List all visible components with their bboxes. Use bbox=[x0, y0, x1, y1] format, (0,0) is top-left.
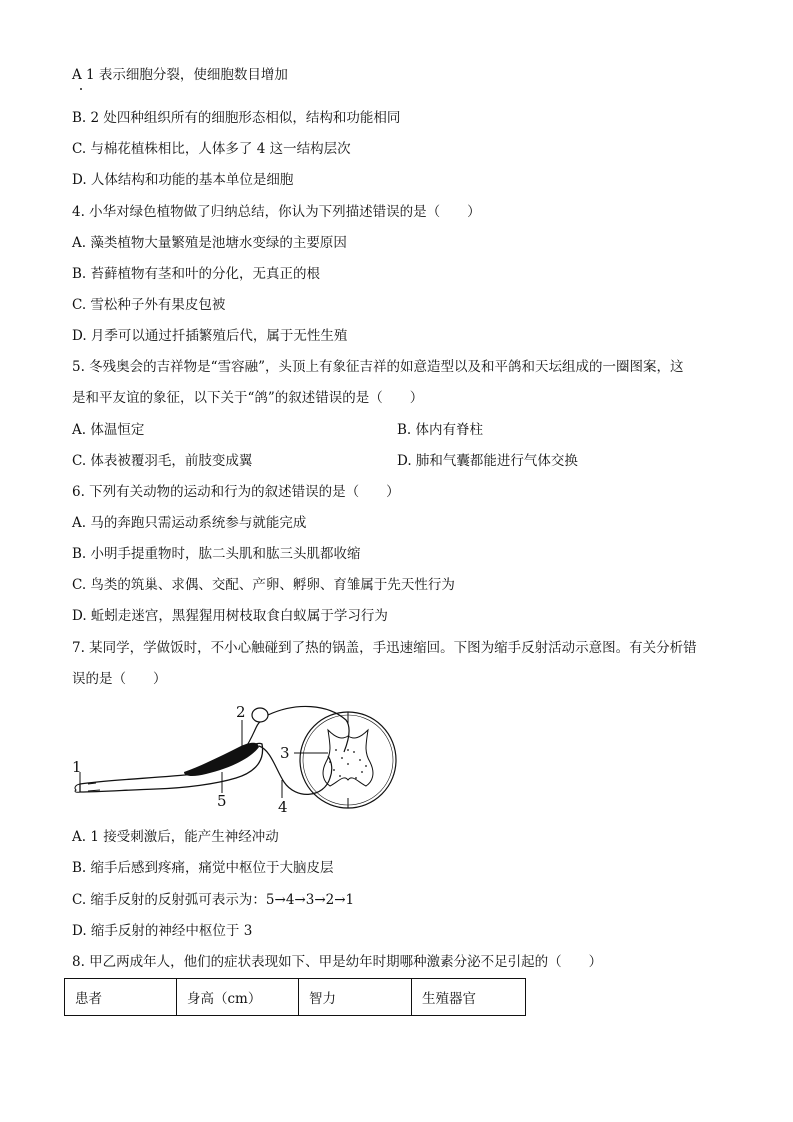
label-5: 5 bbox=[217, 792, 227, 810]
q3-option-d: D. 人体结构和功能的基本单位是细胞 bbox=[72, 172, 294, 188]
q7-stem-line1: 7. 某同学，学做饭时，不小心触碰到了热的锅盖，手迅速缩回。下图为缩手反射活动示意图。有关分析错 bbox=[72, 640, 697, 656]
stray-dot bbox=[80, 88, 82, 90]
ganglion bbox=[252, 708, 268, 722]
q3-option-c: C. 与棉花植株相比，人体多了 4 这一结构层次 bbox=[72, 141, 351, 157]
q4-stem: 4. 小华对绿色植物做了归纳总结，你认为下列描述错误的是（ ） bbox=[72, 204, 481, 220]
q6-option-a: A. 马的奔跑只需运动系统参与就能完成 bbox=[72, 515, 307, 531]
q7-stem-line2: 误的是（ ） bbox=[72, 671, 167, 687]
q3-option-a: A 1 表示细胞分裂，使细胞数目增加 bbox=[72, 67, 288, 83]
q6-option-c: C. 鸟类的筑巢、求偶、交配、产卵、孵卵、育雏属于先天性行为 bbox=[72, 577, 455, 593]
q3-option-b: B. 2 处四种组织所有的细胞形态相似，结构和功能相同 bbox=[72, 110, 401, 126]
q6-option-d: D. 蚯蚓走迷宫，黑猩猩用树枝取食白蚁属于学习行为 bbox=[72, 608, 388, 624]
sensory-nerve bbox=[244, 706, 349, 752]
q7-option-b: B. 缩手后感到疼痛，痛觉中枢位于大脑皮层 bbox=[72, 860, 334, 876]
hand-fingers bbox=[75, 783, 100, 792]
header-height: 身高（cm） bbox=[177, 979, 299, 1016]
q5-stem-line2: 是和平友谊的象征，以下关于“鸽”的叙述错误的是（ ） bbox=[72, 390, 424, 406]
q4-option-d: D. 月季可以通过扦插繁殖后代，属于无性生殖 bbox=[72, 328, 348, 344]
q7-option-d: D. 缩手反射的神经中枢位于 3 bbox=[72, 923, 253, 939]
header-intelligence: 智力 bbox=[299, 979, 412, 1016]
q5-stem-line1: 5. 冬残奥会的吉祥物是“雪容融”，头顶上有象征吉祥的如意造型以及和平鸽和天坛组成的一圈图案，这 bbox=[72, 359, 684, 375]
label-4: 4 bbox=[278, 798, 288, 815]
q4-option-c: C. 雪松种子外有果皮包被 bbox=[72, 297, 226, 313]
q5-option-c: C. 体表被覆羽毛，前肢变成翼 bbox=[72, 453, 253, 469]
symptom-table bbox=[64, 978, 526, 1016]
q7-option-a: A. 1 接受刺激后，能产生神经冲动 bbox=[72, 829, 279, 845]
q6-option-b: B. 小明手提重物时，肱二头肌和肱三头肌都收缩 bbox=[72, 546, 361, 562]
spinal-cord bbox=[300, 712, 396, 808]
header-reproductive-organs: 生殖器官 bbox=[412, 979, 526, 1016]
q8-stem: 8. 甲乙两成年人，他们的症状表现如下、甲是幼年时期哪种激素分泌不足引起的（ ） bbox=[72, 954, 603, 970]
q6-stem: 6. 下列有关动物的运动和行为的叙述错误的是（ ） bbox=[72, 484, 400, 500]
label-2: 2 bbox=[236, 703, 246, 721]
q7-option-c: C. 缩手反射的反射弧可表示为：5→4→3→2→1 bbox=[72, 892, 355, 908]
q5-option-b: B. 体内有脊柱 bbox=[397, 422, 484, 438]
spinal-cord-inner bbox=[303, 715, 393, 805]
q5-option-d: D. 肺和气囊都能进行气体交换 bbox=[397, 453, 578, 469]
muscle-effector bbox=[184, 743, 259, 776]
q4-option-b: B. 苔藓植物有茎和叶的分化，无真正的根 bbox=[72, 266, 321, 282]
q4-option-a: A. 藻类植物大量繁殖是池塘水变绿的主要原因 bbox=[72, 235, 347, 251]
label-1: 1 bbox=[72, 758, 82, 776]
gray-matter-dots bbox=[329, 749, 367, 779]
reflex-arc-figure bbox=[66, 700, 416, 815]
table-header-row bbox=[65, 979, 526, 1016]
q5-option-a: A. 体温恒定 bbox=[72, 422, 145, 438]
header-patient: 患者 bbox=[65, 979, 177, 1016]
label-3: 3 bbox=[280, 744, 290, 762]
